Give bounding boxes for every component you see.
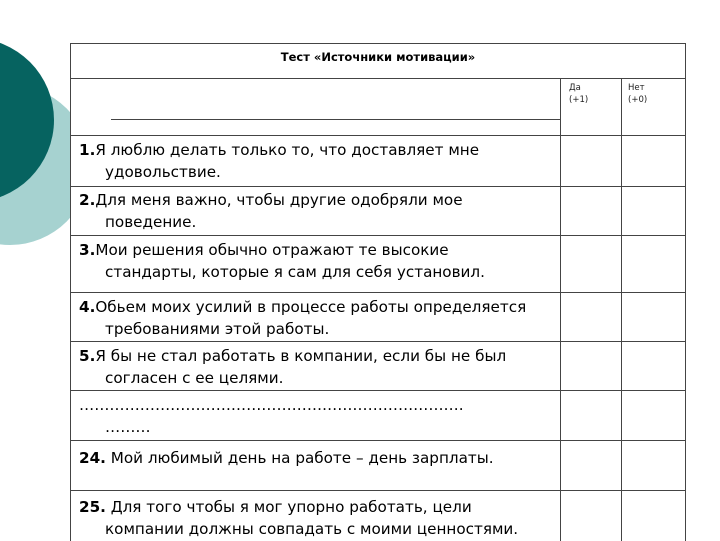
question-number: 25.	[79, 498, 106, 516]
row-divider	[71, 186, 685, 187]
question-number: 24.	[79, 449, 106, 467]
question-text-line1: Обьем моих усилий в процессе работы определяется	[95, 298, 527, 316]
row-divider	[71, 135, 685, 136]
column-divider	[621, 78, 622, 541]
question-number: 1.	[79, 141, 96, 159]
question-text-line1: Для меня важно, чтобы другие одобряли мое	[95, 191, 463, 209]
question-text-line2: удовольствие.	[105, 163, 221, 181]
column-yes-value: (+1)	[569, 95, 589, 105]
question-text-line2: стандарты, которые я сам для себя установил.	[105, 263, 485, 281]
row-divider	[71, 440, 685, 441]
ellipsis-line1: ………………………………………………………………….	[79, 396, 464, 414]
row-divider	[71, 292, 685, 293]
row-divider	[111, 119, 560, 120]
question-text-line2: компании должны совпадать с моими ценностями.	[105, 520, 519, 538]
column-header-no	[628, 82, 647, 106]
question-text-line1: Мои решения обычно отражают те высокие	[95, 241, 449, 259]
column-no-label: Нет	[628, 83, 645, 93]
question-item	[79, 345, 580, 389]
question-text-line2: поведение.	[105, 213, 197, 231]
question-number: 2.	[79, 191, 96, 209]
row-divider	[71, 390, 685, 391]
row-divider	[71, 235, 685, 236]
question-item	[79, 496, 580, 540]
question-text-line2: требованиями этой работы.	[105, 320, 330, 338]
question-item	[79, 189, 580, 233]
question-item	[79, 447, 580, 469]
question-text-line2: согласен с ее целями.	[105, 369, 284, 387]
questionnaire-table	[70, 43, 686, 541]
ellipsis-row	[79, 394, 580, 438]
question-item	[79, 239, 580, 283]
table-title: Тест «Источники мотивации»	[71, 44, 685, 79]
question-text-line1: Я бы не стал работать в компании, если бы не был	[95, 347, 507, 365]
question-text-line1: Для того чтобы я мог упорно работать, цели	[105, 498, 472, 516]
question-number: 3.	[79, 241, 96, 259]
question-item	[79, 139, 580, 183]
ellipsis-line2: ………	[105, 418, 151, 436]
column-no-value: (+0)	[628, 95, 648, 105]
row-divider	[71, 490, 685, 491]
question-text-line1: Мой любимый день на работе – день зарплаты.	[105, 449, 494, 467]
column-header-yes	[569, 82, 588, 106]
row-divider	[71, 341, 685, 342]
question-item	[79, 296, 580, 340]
question-number: 5.	[79, 347, 96, 365]
column-yes-label: Да	[569, 83, 581, 93]
question-number: 4.	[79, 298, 96, 316]
question-text-line1: Я люблю делать только то, что доставляет мне	[95, 141, 480, 159]
